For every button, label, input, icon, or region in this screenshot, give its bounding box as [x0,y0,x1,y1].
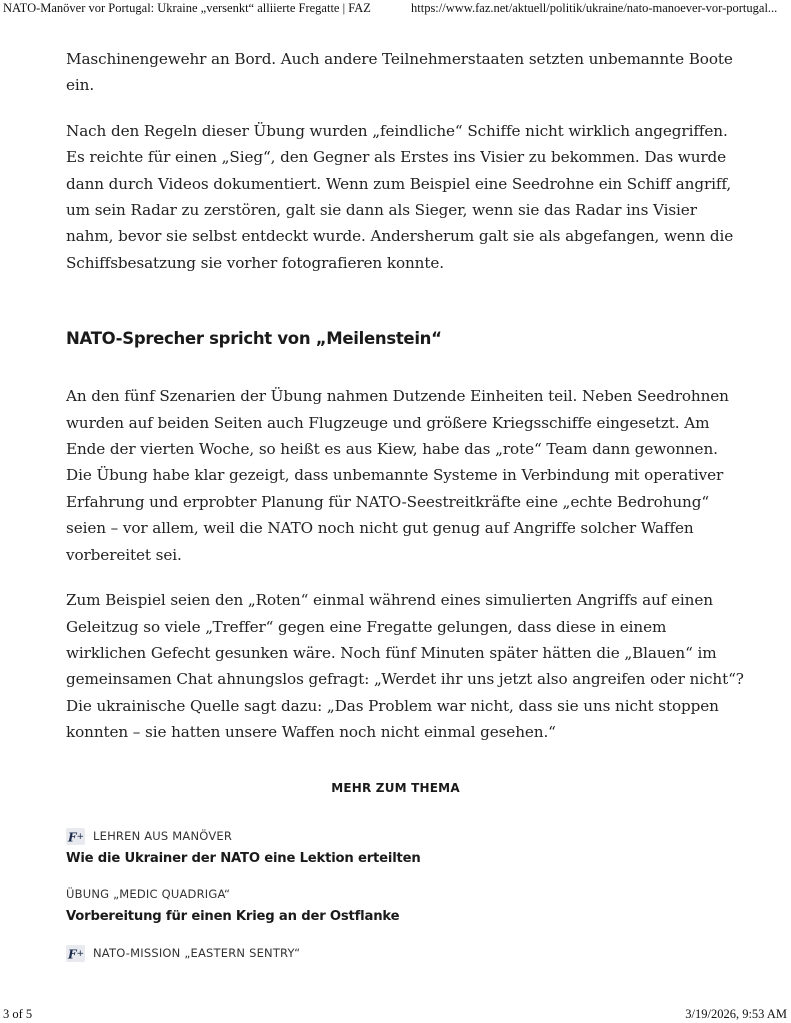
print-page-title: NATO-Manöver vor Portugal: Ukraine „versenkt“ alliierte Fregatte | FAZ [3,1,371,15]
print-date: 3/19/2026, 9:53 AM [685,1007,787,1021]
related-kicker: NATO-MISSION „EASTERN SENTRY“ [93,946,301,960]
article-body [66,46,746,746]
related-kicker: ÜBUNG „MEDIC QUADRIGA“ [66,887,231,901]
related-article[interactable] [66,943,746,963]
more-on-topic-label: MEHR ZUM THEMA [331,781,460,795]
print-page-url[interactable]: https://www.faz.net/aktuell/politik/ukraine/nato-manoever-vor-portugal... [411,1,778,15]
faz-plus-icon [66,828,85,845]
svg-text:F: F [68,947,77,961]
svg-text:+: + [76,948,85,959]
related-title-link[interactable]: Wie die Ukrainer der NATO eine Lektion erteilten [66,851,421,866]
related-article[interactable] [66,826,746,866]
article-paragraph: Nach den Regeln dieser Übung wurden „feindliche“ Schiffe nicht wirklich angegriffen. Es reichte für einen „Sieg“, den Gegner als Erstes ins Visier zu bekommen. Das wurde dann durch Videos dokumentiert. Wenn zum Beispiel eine Seedrohne ein Schiff angriff, um sein Radar zu zerstören, galt sie dann als Sieger, wenn sie das Radar ins Visier nahm, bevor sie selbst entdeckt wurde. Andersherum galt sie als abgefangen, wenn die Schiffsbesatzung sie vorher fotografieren konnte. [66,121,734,272]
page-number: 3 of 5 [3,1007,33,1021]
related-kicker: LEHREN AUS MANÖVER [93,829,233,843]
svg-text:+: + [76,831,85,842]
related-title-link[interactable]: Vorbereitung für einen Krieg an der Ostflanke [66,909,400,924]
svg-text:F: F [68,830,77,844]
section-heading: NATO-Sprecher spricht von „Meilenstein“ [66,329,442,349]
print-header [0,0,791,20]
print-footer [0,1005,791,1023]
related-article[interactable] [66,884,746,924]
article-paragraph: Zum Beispiel seien den „Roten“ einmal während eines simulierten Angriffs auf einen Geleitzug so viele „Treffer“ gegen eine Fregatte gelungen, dass diese in einem wirklichen Gefecht gesunken wäre. Noch fünf Minuten später hätten die „Blauen“ im gemeinsamen Chat ahnungslos gefragt: „Werdet ihr uns jetzt also angreifen oder nicht“? Die ukrainische Quelle sagt dazu: „Das Problem war nicht, dass sie uns nicht stoppen konnten – sie hatten unsere Waffen noch nicht einmal gesehen.“ [66,591,744,742]
faz-plus-icon [66,945,85,962]
article-paragraph: Maschinengewehr an Bord. Auch andere Teilnehmerstaaten setzten unbemannte Boote ein. [66,50,733,95]
article-paragraph: An den fünf Szenarien der Übung nahmen Dutzende Einheiten teil. Neben Seedrohnen wurden auf beiden Seiten auch Flugzeuge und größere Kriegsschiffe eingesetzt. Am Ende der vierten Woche, so heißt es aus Kiew, habe das „rote“ Team dann gewonnen. Die Übung habe klar gezeigt, dass unbemannte Systeme in Verbindung mit operativer Erfahrung und erprobter Planung für NATO-Seestreitkräfte eine „echte Bedrohung“ seien – vor allem, weil die NATO noch nicht gut genug auf Angriffe solcher Waffen vorbereitet sei. [66,387,729,564]
